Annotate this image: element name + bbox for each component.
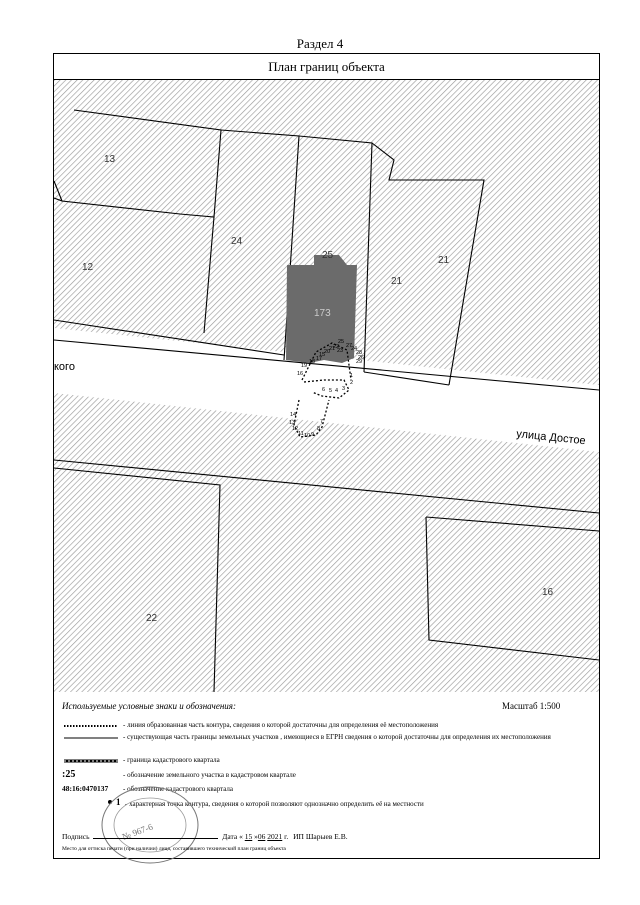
point-label: 3 xyxy=(342,386,346,392)
point-label: 14 xyxy=(290,412,297,418)
point-label: 1 xyxy=(350,373,354,379)
signature-line xyxy=(93,838,218,839)
point-label: 10 xyxy=(304,433,311,439)
parcel-label-13: 13 xyxy=(104,154,116,165)
point-label: 5 xyxy=(329,388,333,394)
parcel-label-22: 22 xyxy=(146,613,158,624)
point-label: 24 xyxy=(351,346,358,352)
point-label: 12 xyxy=(292,426,299,432)
legend-text-3: - граница кадастрового квартала xyxy=(123,756,220,764)
point-label: 26 xyxy=(358,355,365,361)
date-day: 15 xyxy=(244,832,253,841)
point-label: 15 xyxy=(319,352,326,358)
street-label-west: кого xyxy=(54,361,75,373)
point-label: 4 xyxy=(335,388,339,394)
parcel-label-12: 12 xyxy=(82,262,94,273)
legend-text-4: - обозначение земельного участка в кадастровом квартале xyxy=(123,771,296,779)
point-label: 16 xyxy=(297,371,304,377)
parcel-label-173: 173 xyxy=(314,308,331,319)
point-label: 22 xyxy=(333,344,340,350)
legend-symbol-parcel-label: :25 xyxy=(62,769,76,780)
legend-text-5: - обозначение кадастрового квартала xyxy=(123,785,234,793)
point-label: 2 xyxy=(350,380,354,386)
point-label: 8 xyxy=(317,426,321,432)
point-label: 28 xyxy=(356,350,363,356)
legend-text-1: - линия образованная часть контура, сведения о которой достаточны для определения её местоположения xyxy=(123,721,439,729)
point-label: 21 xyxy=(329,346,336,352)
point-label: 7 xyxy=(320,419,324,425)
date-month: 06 xyxy=(257,832,266,841)
point-label: 25 xyxy=(338,339,345,345)
point-label: 18 xyxy=(309,359,316,365)
point-label: 20 xyxy=(324,349,331,355)
scale-label: Масштаб 1:500 xyxy=(502,701,561,711)
section-title: Раздел 4 xyxy=(296,36,344,51)
point-label: 9 xyxy=(311,432,315,438)
street-label-east: улица Достое xyxy=(515,428,587,448)
stamp-footnote: Место для оттиска печати (при наличии) лица, составившего технический план границ объекта xyxy=(62,846,286,852)
point-label: 23 xyxy=(337,348,344,354)
signature-row: Подпись Дата « 15 »06 2021 г. ИП Шарыев Е.В. xyxy=(62,832,348,841)
parcel-label-21a: 21 xyxy=(391,276,403,287)
point-label: 17 xyxy=(316,356,323,362)
parcel-label-21b: 21 xyxy=(438,255,450,266)
date-year: 2021 xyxy=(267,832,283,841)
plan-title: План границ объекта xyxy=(54,55,599,80)
legend-symbol-point-number: 1 xyxy=(116,797,121,807)
parcel-label-24: 24 xyxy=(231,236,243,247)
legend-symbol-solid-line xyxy=(62,735,120,741)
point-label: 19 xyxy=(301,363,308,369)
legend-text-2: - существующая часть границы земельных участков , имеющиеся в ЕГРН сведения о которой достаточны для определения их местоположения xyxy=(123,733,551,741)
signature-label: Подпись xyxy=(62,832,90,841)
signer-name: ИП Шарыев Е.В. xyxy=(293,832,348,841)
legend-symbol-quarter-number: 48:16:0470137 xyxy=(62,784,109,793)
point-label: 29 xyxy=(356,359,363,365)
stamp-number: № 967-6 xyxy=(120,821,155,842)
parcel-label-25: 25 xyxy=(322,250,334,261)
point-label: 6 xyxy=(322,387,326,393)
map-svg xyxy=(54,80,599,692)
date-year-suffix: г. xyxy=(284,832,289,841)
legend-text-6: - характерная точка контура, сведения о которой позволяют однозначно определить её на местности xyxy=(125,800,424,808)
date-label: Дата xyxy=(222,832,238,841)
point-label: 11 xyxy=(298,431,304,437)
legend-symbol-dotted-line xyxy=(62,723,120,729)
point-label: 13 xyxy=(289,420,296,426)
point-label: 27 xyxy=(346,343,353,349)
legend-heading: Используемые условные знаки и обозначения: xyxy=(62,701,236,711)
stamp-seal xyxy=(95,780,205,870)
legend-symbol-quarter-boundary xyxy=(62,758,120,764)
parcel-label-16: 16 xyxy=(542,587,554,598)
boundary-map xyxy=(54,80,599,692)
